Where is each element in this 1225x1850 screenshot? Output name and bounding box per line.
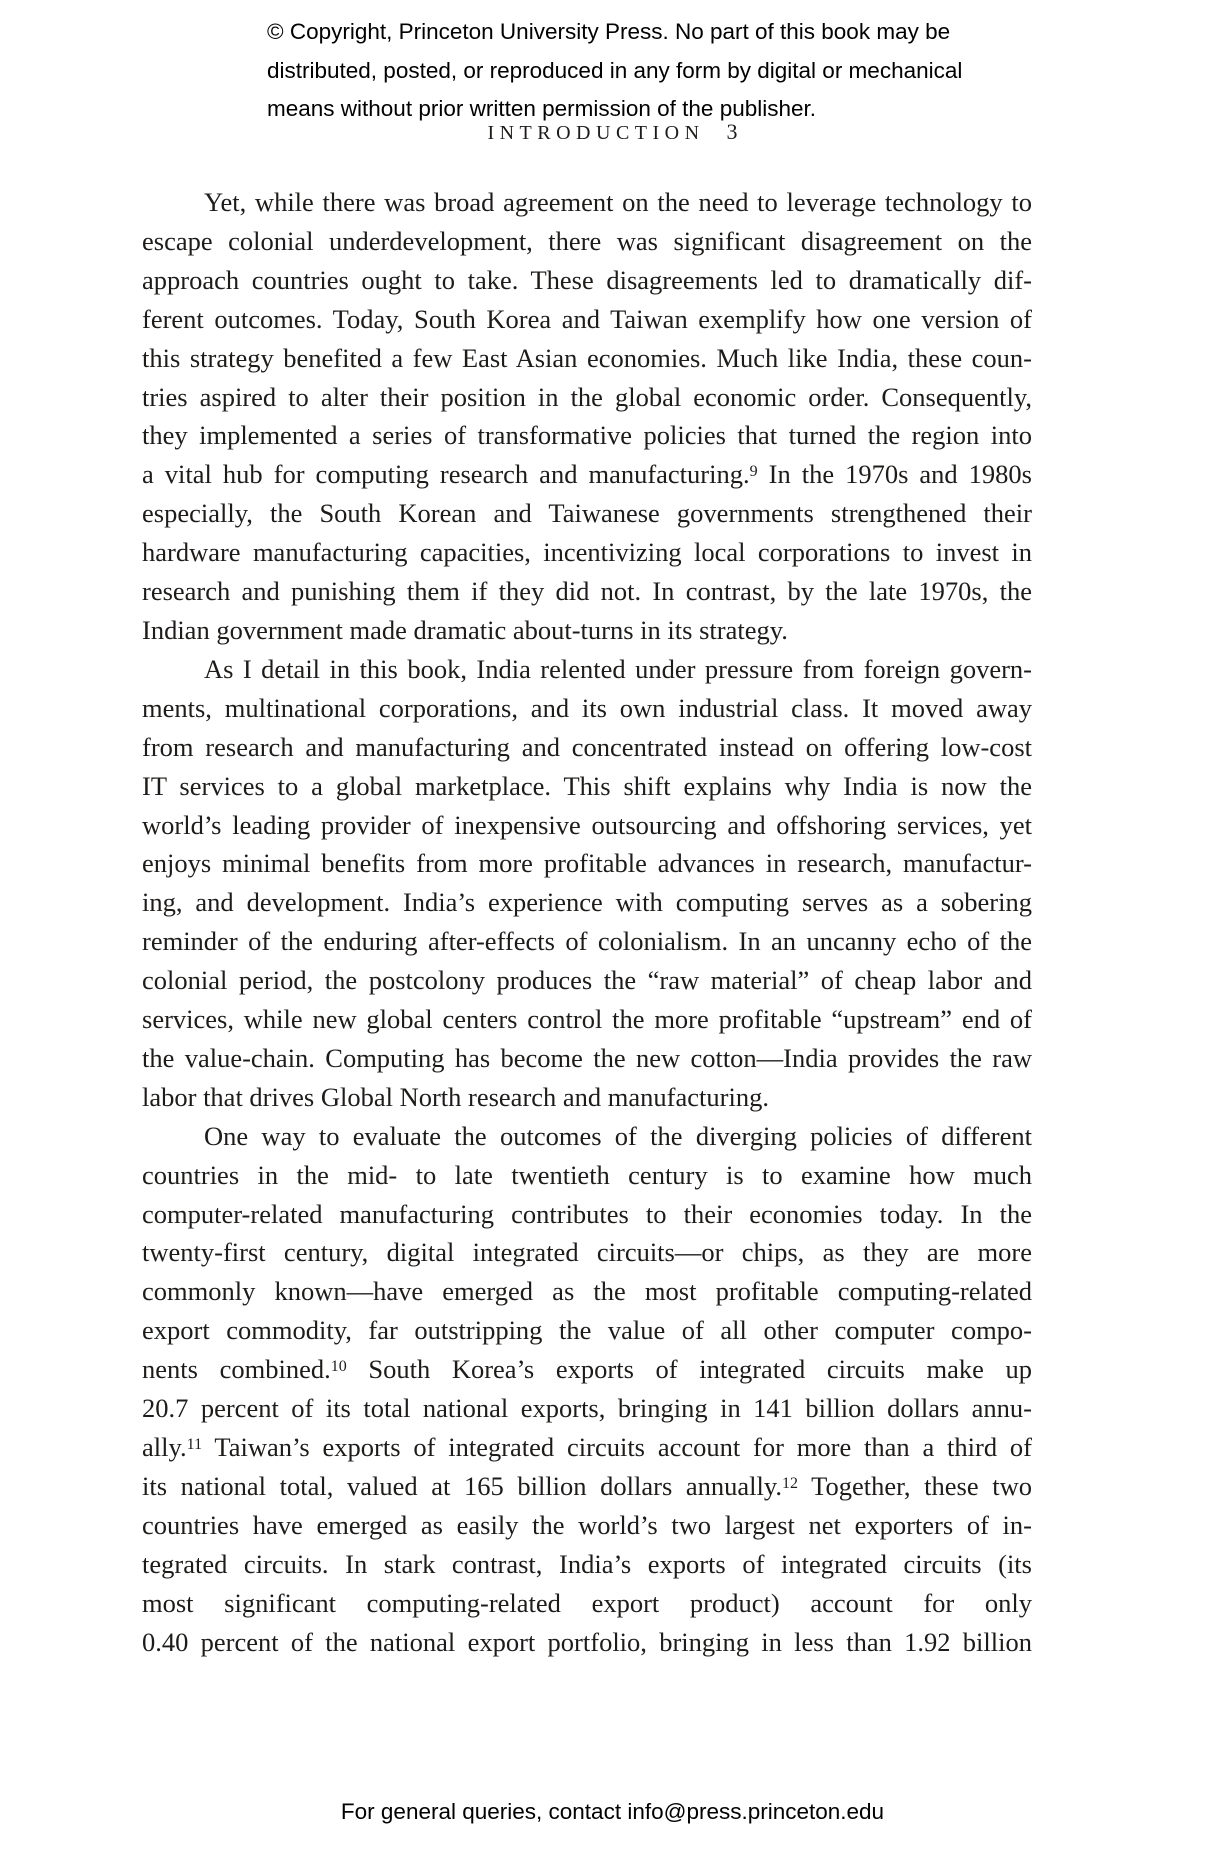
text-line: research and punishing them if they did not. In contrast, by the late 1970s, the — [142, 576, 1032, 607]
text-line: its national total, valued at 165 billion dollars annually.$^{12}$ Together, these two — [142, 1470, 1032, 1501]
footnote-ref: 11 — [186, 1436, 203, 1453]
text-line: this strategy benefited a few East Asian economies. Much like India, these coun- — [142, 342, 1032, 373]
text-line: As I detail in this book, India relented under pressure from foreign govern- — [204, 653, 1032, 684]
running-head — [0, 119, 1225, 145]
paragraph — [142, 183, 1032, 650]
text-line: hardware manufacturing capacities, incentivizing local corporations to invest in — [142, 537, 1032, 568]
text-line: 0.40 percent of the national export portfolio, bringing in less than 1.92 billion — [142, 1626, 1032, 1657]
paragraph — [142, 1117, 1032, 1662]
page-number: 3 — [726, 119, 738, 144]
text-line: countries in the mid- to late twentieth century is to examine how much — [142, 1159, 1032, 1190]
text-line: Indian government made dramatic about-turns in its strategy. — [142, 614, 788, 645]
text-line: IT services to a global marketplace. This shift explains why India is now the — [142, 770, 1032, 801]
text-line: One way to evaluate the outcomes of the diverging policies of different — [204, 1120, 1032, 1151]
text-line: nents combined.$^{10}$ South Korea’s exports of integrated circuits make up — [142, 1354, 1032, 1385]
text-line: approach countries ought to take. These disagreements led to dramatically dif- — [142, 264, 1032, 295]
paragraph — [142, 650, 1032, 1117]
text-line: reminder of the enduring after-effects of colonialism. In an uncanny echo of the — [142, 926, 1032, 957]
text-line: ing, and development. India’s experience with computing serves as a sobering — [142, 887, 1032, 918]
text-line: computer-related manufacturing contributes to their economies today. In the — [142, 1198, 1032, 1229]
chapter-title: INTRODUCTION — [487, 122, 705, 144]
text-line: colonial period, the postcolony produces the “raw material” of cheap labor and — [142, 965, 1032, 996]
footnote-ref: 9 — [749, 463, 758, 481]
text-line: enjoys minimal benefits from more profitable advances in research, manufactur- — [142, 848, 1032, 879]
copyright-line: distributed, posted, or reproduced in any form by digital or mechanical — [267, 57, 963, 83]
text-line: countries have emerged as easily the world’s two largest net exporters of in- — [142, 1509, 1032, 1540]
text-line: services, while new global centers control the more profitable “upstream” end of — [142, 1004, 1032, 1035]
text-line: escape colonial underdevelopment, there was significant disagreement on the — [142, 225, 1032, 256]
text-line: ferent outcomes. Today, South Korea and Taiwan exemplify how one version of — [142, 303, 1032, 334]
text-line: tries aspired to alter their position in the global economic order. Consequently, — [142, 381, 1032, 412]
text-line: Yet, while there was broad agreement on the need to leverage technology to — [204, 187, 1032, 217]
text-line: ally.$^{11}$ Taiwan’s exports of integrated circuits account for more than a third of — [142, 1432, 1032, 1462]
text-line: twenty-first century, digital integrated circuits—or chips, as they are more — [142, 1237, 1032, 1268]
copyright-line: © Copyright, Princeton University Press. No part of this book may be — [267, 19, 951, 44]
page-footer — [0, 1799, 1225, 1825]
text-line: commonly known—have emerged as the most profitable computing-related — [142, 1276, 1032, 1307]
text-line: from research and manufacturing and concentrated instead on offering low-cost — [142, 731, 1032, 762]
footnote-ref: 10 — [330, 1358, 347, 1376]
footnote-ref: 12 — [782, 1474, 799, 1492]
copyright-notice — [267, 13, 962, 129]
text-line: export commodity, far outstripping the value of all other computer compo- — [142, 1315, 1032, 1346]
contact-line: For general queries, contact info@press.princeton.edu — [340, 1799, 885, 1824]
text-line: world’s leading provider of inexpensive outsourcing and offshoring services, yet — [142, 809, 1032, 840]
text-line: especially, the South Korean and Taiwanese governments strengthened their — [142, 498, 1032, 529]
text-line: they implemented a series of transformative policies that turned the region into — [142, 420, 1032, 451]
text-line: a vital hub for computing research and manufacturing.$^9$ In the 1970s and 1980s — [142, 459, 1032, 490]
copyright-line: means without prior written permission of the publisher. — [267, 96, 817, 121]
text-line: ments, multinational corporations, and its own industrial class. It moved away — [142, 692, 1032, 723]
text-line: most significant computing-related export product) account for only — [142, 1587, 1032, 1618]
text-line: tegrated circuits. In stark contrast, India’s exports of integrated circuits (its — [142, 1548, 1032, 1579]
body-text — [142, 183, 1032, 1661]
text-line: the value-chain. Computing has become the new cotton—India provides the raw — [142, 1042, 1032, 1073]
text-line: labor that drives Global North research and manufacturing. — [142, 1081, 769, 1112]
text-line: 20.7 percent of its total national exports, bringing in 141 billion dollars annu- — [142, 1393, 1032, 1424]
